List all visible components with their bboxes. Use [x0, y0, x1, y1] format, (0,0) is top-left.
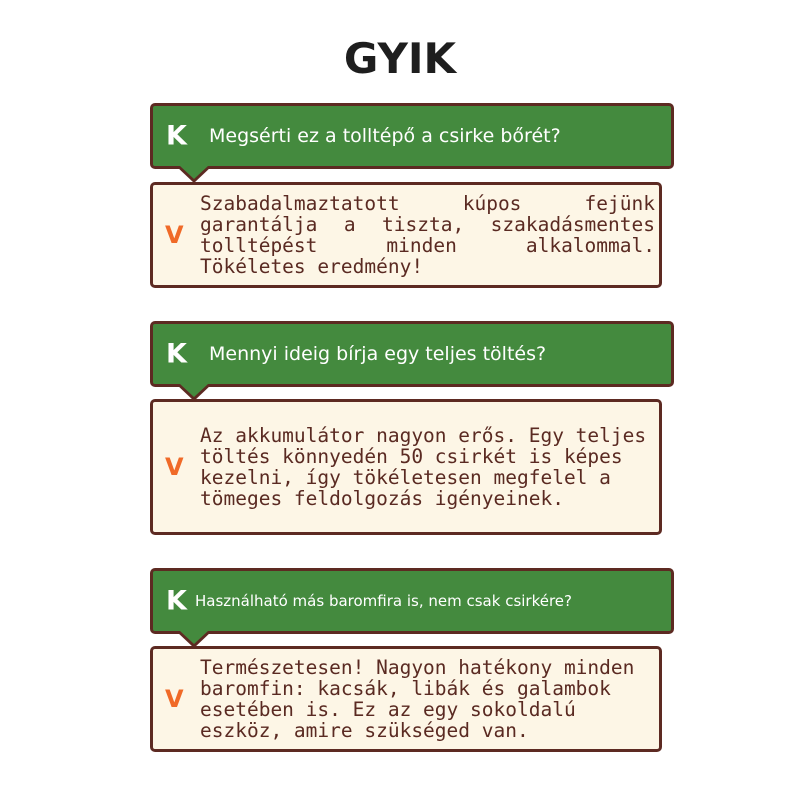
question-text: Mennyi ideig bírja egy teljes töltés?	[209, 343, 547, 365]
question-marker: K	[166, 338, 187, 370]
question-marker: K	[166, 120, 187, 152]
answer-box	[150, 182, 662, 288]
answer-text: Az akkumulátor nagyon erős. Egy teljes töltés könnyedén 50 csirkét is képes kezelni, így tökéletesen megfelel a tömeges feldolgozás igényeinek.	[200, 424, 647, 510]
question-pointer-fill	[180, 631, 208, 644]
answer-box	[150, 399, 662, 535]
answer-text: Természetesen! Nagyon hatékony minden baromfin: kacsák, libák és galambok esetében is. Ez az egy sokoldalú eszköz, amire szükséged van.	[200, 656, 635, 742]
question-text: Megsérti ez a tolltépő a csirke bőrét?	[209, 125, 561, 147]
question-pointer-fill	[180, 166, 208, 179]
answer-marker: V	[165, 221, 184, 249]
page-title: GYIK	[343, 34, 457, 83]
answer-marker: V	[165, 453, 184, 481]
question-box	[150, 568, 674, 634]
answer-box	[150, 646, 662, 752]
answer-text: Szabadalmaztatott kúpos fejünk garantálja a tiszta, szakadásmentes tolltépést minden alkalommal. Tökéletes eredmény!	[200, 192, 655, 278]
question-box	[150, 103, 674, 169]
answer-marker: V	[165, 685, 184, 713]
question-marker: K	[166, 585, 187, 617]
question-pointer-fill	[180, 384, 208, 397]
question-box	[150, 321, 674, 387]
question-text: Használható más baromfira is, nem csak csirkére?	[195, 592, 572, 610]
